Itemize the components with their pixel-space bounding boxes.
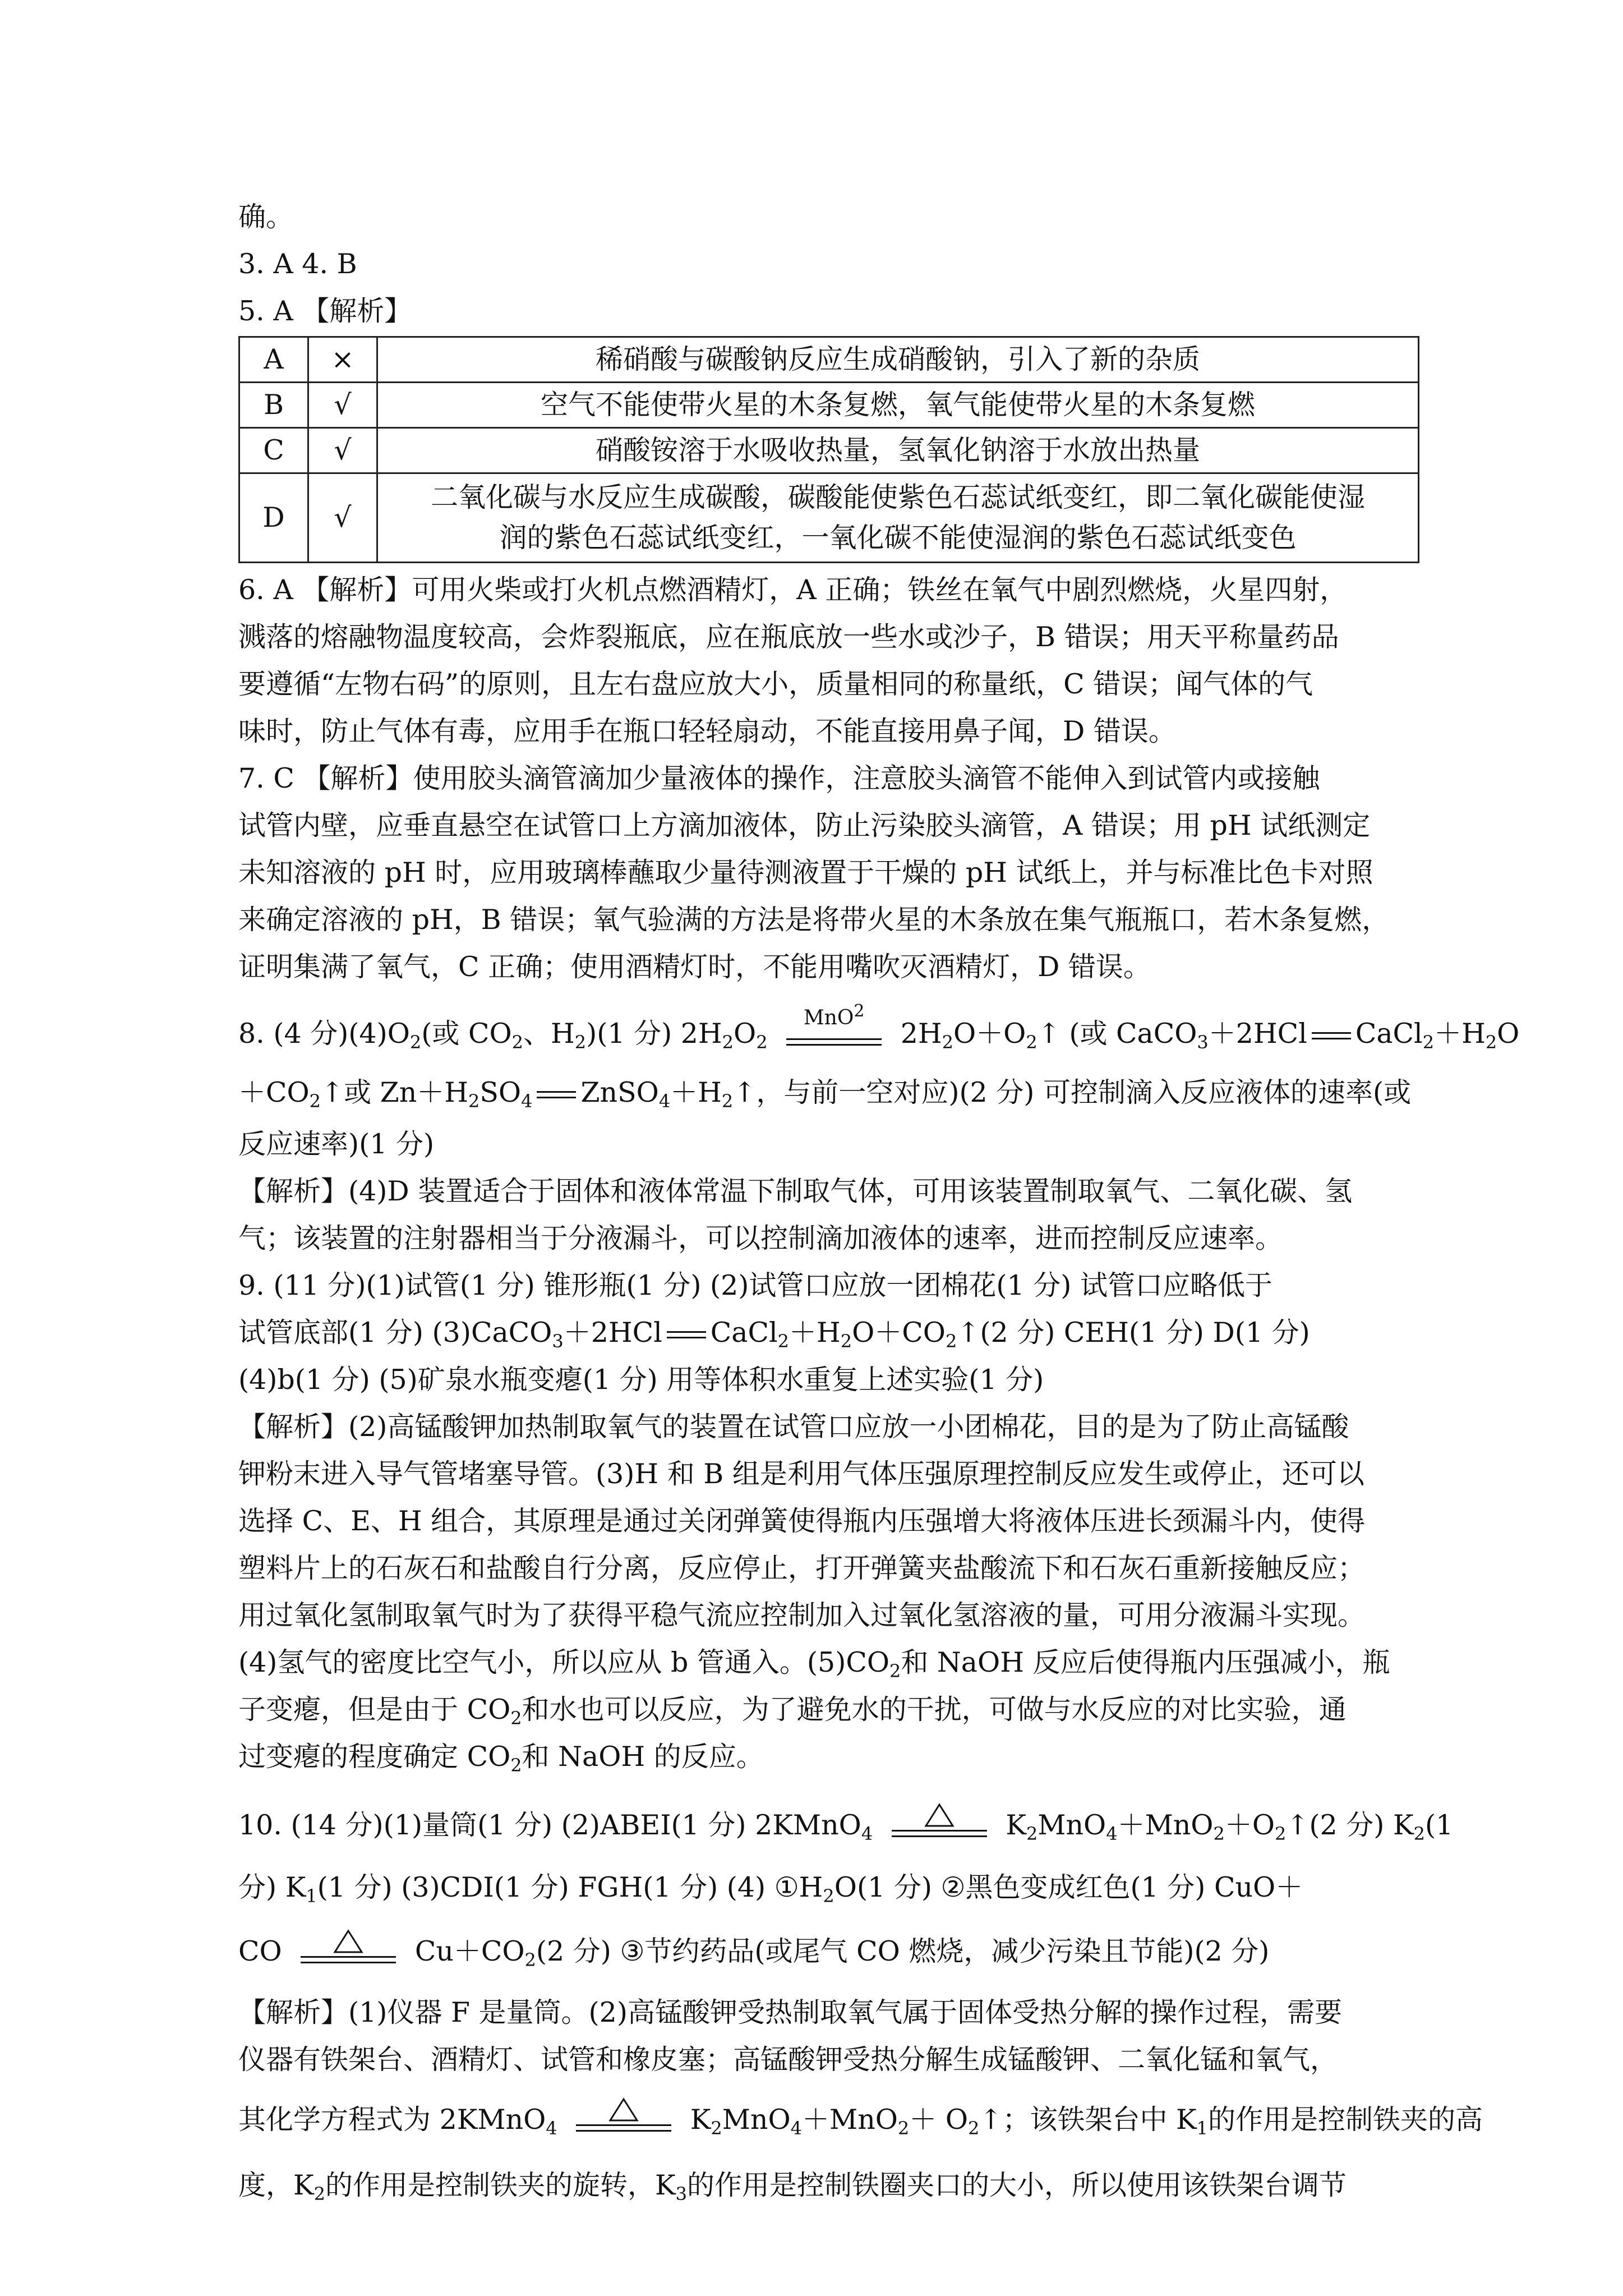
- judgement-mark: ×: [308, 337, 377, 383]
- answer-q10: 10. (14 分)(1)量筒(1 分) (2)ABEI(1 分) 2KMnO$_4$ $K_2MnO_4+MnO_2+O_2↑(2$ 分) $K_2(1$: [238, 1794, 1422, 1857]
- reaction-condition-catalyst: MnO$^2$: [786, 1019, 882, 1053]
- answer-q5: 5. A 【解析】: [238, 295, 412, 327]
- answer-page: [238, 194, 1520, 2215]
- text-line: 仪器有铁架台、酒精灯、试管和橡皮塞；高锰酸钾受热分解生成锰酸钾、二氧化锰和氧气，: [238, 2044, 1338, 2076]
- text-line: 反应速率)(1 分): [238, 1128, 435, 1160]
- text-line: 来确定溶液的 pH，B 错误；氧气验满的方法是将带火星的木条放在集气瓶瓶口，若木条复燃，: [238, 904, 1390, 936]
- text-line: 试管内壁，应垂直悬空在试管口上方滴加液体，防止污染胶头滴管，A 错误；用 pH 试纸测定: [238, 809, 1371, 841]
- text-line: 味时，防止气体有毒，应用手在瓶口轻轻扇动，不能直接用鼻子闻，D 错误。: [238, 715, 1176, 747]
- q5-analysis-table: [238, 336, 1419, 563]
- text-line: 未知溶液的 pH 时，应用玻璃棒蘸取少量待测液置于干燥的 pH 试纸上，并与标准比色卡对照: [238, 857, 1373, 889]
- table-row: [239, 428, 1419, 473]
- text-line: 【解析】(4)D 装置适合于固体和液体常温下制取气体，可用该装置制取氧气、二氧化碳、氢: [238, 1175, 1353, 1207]
- answer-q7: 7. C 【解析】使用胶头滴管滴加少量液体的操作，注意胶头滴管不能伸入到试管内或接触: [238, 762, 1320, 794]
- text-line: 钾粉末进入导气管堵塞导管。(3)H 和 B 组是利用气体压强原理控制反应发生或停止，还可以: [238, 1458, 1364, 1490]
- text-line: 分) $K_1(1$ 分) (3)CDI(1 分) FGH(1 分) (4) $①H_2O(1$ 分) ②黑色变成红色(1 分) CuO＋: [238, 1871, 1303, 1907]
- text-line: 度，$K_2$的作用是控制铁夹的旋转，$K_3$的作用是控制铁圈夹口的大小，所以使用该铁架台调节: [238, 2169, 1347, 2205]
- text-line: 子变瘪，但是由于 $CO_2$和水也可以反应，为了避免水的干扰，可做与水反应的对比实验，通: [238, 1694, 1347, 1729]
- text-line: 溅落的熔融物温度较高，会炸裂瓶底，应在瓶底放一些水或沙子，B 错误；用天平称量药品: [238, 621, 1339, 653]
- text-line: 要遵循“左物右码”的原则，且左右盘应放大小，质量相同的称量纸，C 错误；闻气体的气: [238, 668, 1313, 700]
- text-line: (4)b(1 分) (5)矿泉水瓶变瘪(1 分) 用等体积水重复上述实验(1 分): [238, 1364, 1044, 1396]
- text-line: 证明集满了氧气，C 正确；使用酒精灯时，不能用嘴吹灭酒精灯，D 错误。: [238, 951, 1151, 983]
- text-line: 气；该装置的注射器相当于分液漏斗，可以控制滴加液体的速率，进而控制反应速率。: [238, 1222, 1283, 1254]
- table-row: [239, 337, 1419, 383]
- text-line: 【解析】(2)高锰酸钾加热制取氧气的装置在试管口应放一小团棉花，目的是为了防止高锰酸: [238, 1411, 1349, 1443]
- text-line: CO $Cu+CO_2(2$ 分) ③节约药品(或尾气 CO 燃烧，减少污染且节能)(2 分): [238, 1918, 1422, 1985]
- equals-sign: [667, 1330, 706, 1340]
- answer-q8: 8. (4 分)$(4)O_2$(或 $CO_2$、$H_2)(1$ 分) $2H_2O_2$ MnO$^2$ $2H_2O+O_2↑$ (或 CaCO$_3$＋2HCl $CaCl_2+H_2O$: [238, 1001, 1520, 1053]
- table-row: [239, 473, 1419, 563]
- equals-sign: [537, 1090, 576, 1100]
- option-explanation: 稀硝酸与碳酸钠反应生成硝酸钠，引入了新的杂质: [377, 337, 1419, 383]
- option-key: A: [239, 337, 308, 383]
- option-explanation: 空气不能使带火星的木条复燃，氧气能使带火星的木条复燃: [377, 383, 1419, 428]
- text-line: 过变瘪的程度确定 $CO_2$和 NaOH 的反应。: [238, 1741, 764, 1776]
- option-explanation: 硝酸铵溶于水吸收热量，氢氧化钠溶于水放出热量: [377, 428, 1419, 473]
- reaction-condition-heat: [892, 1811, 987, 1844]
- text-line: $+CO_2↑$或 $Zn+H_2SO_4$ $ZnSO_4+H_2↑$，与前一空对应)(2 分) 可控制滴入反应液体的速率(或: [238, 1076, 1412, 1112]
- answer-q3-q4: 3. A 4. B: [238, 248, 357, 280]
- text-line: 选择 C、E、H 组合，其原理是通过关闭弹簧使得瓶内压强增大将液体压进长颈漏斗内，使得: [238, 1505, 1366, 1537]
- option-explanation: [377, 473, 1419, 563]
- text-line: (4)氢气的密度比空气小，所以应从 b 管通入。$(5)CO_2$和 NaOH 反应后使得瓶内压强减小，瓶: [238, 1646, 1390, 1682]
- explanation-line: 润的紫色石蕊试纸变红，一氧化碳不能使湿润的紫色石蕊试纸变色: [499, 522, 1297, 554]
- table-row: [239, 383, 1419, 428]
- text-line: 塑料片上的石灰石和盐酸自行分离，反应停止，打开弹簧夹盐酸流下和石灰石重新接触反应；: [238, 1552, 1366, 1584]
- option-key: C: [239, 428, 308, 473]
- judgement-mark: √: [308, 383, 377, 428]
- answer-q6: 6. A 【解析】可用火柴或打火机点燃酒精灯，A 正确；铁丝在氧气中剧烈燃烧，火星四射，: [238, 574, 1348, 606]
- option-key: D: [239, 473, 308, 563]
- text-line: 确。: [238, 201, 294, 233]
- text-line: 【解析】(1)仪器 F 是量筒。(2)高锰酸钾受热制取氧气属于固体受热分解的操作过程，需要: [238, 1996, 1342, 2028]
- judgement-mark: √: [308, 473, 377, 563]
- option-key: B: [239, 383, 308, 428]
- reaction-condition-heat: [576, 2105, 671, 2139]
- reaction-condition-heat: [301, 1937, 396, 1971]
- equals-sign: [1312, 1031, 1351, 1041]
- text-line: 试管底部(1 分) (3)CaCO$_3$＋2HCl $CaCl_2+H_2O+CO_2↑(2$ 分) CEH(1 分) D(1 分): [238, 1317, 1310, 1352]
- text-line: 用过氧化氢制取氧气时为了获得平稳气流应控制加入过氧化氢溶液的量，可用分液漏斗实现。: [238, 1599, 1366, 1631]
- text-line: 其化学方程式为 2KMnO$_4$ $K_2MnO_4+MnO_2+$ $O_2↑$；该铁架台中 $K_1$的作用是控制铁夹的高: [238, 2083, 1422, 2156]
- answer-q9: 9. (11 分)(1)试管(1 分) 锥形瓶(1 分) (2)试管口应放一团棉花(1 分) 试管口应略低于: [238, 1269, 1272, 1301]
- judgement-mark: √: [308, 428, 377, 473]
- explanation-line: 二氧化碳与水反应生成碳酸，碳酸能使紫色石蕊试纸变红，即二氧化碳能使湿: [430, 481, 1365, 513]
